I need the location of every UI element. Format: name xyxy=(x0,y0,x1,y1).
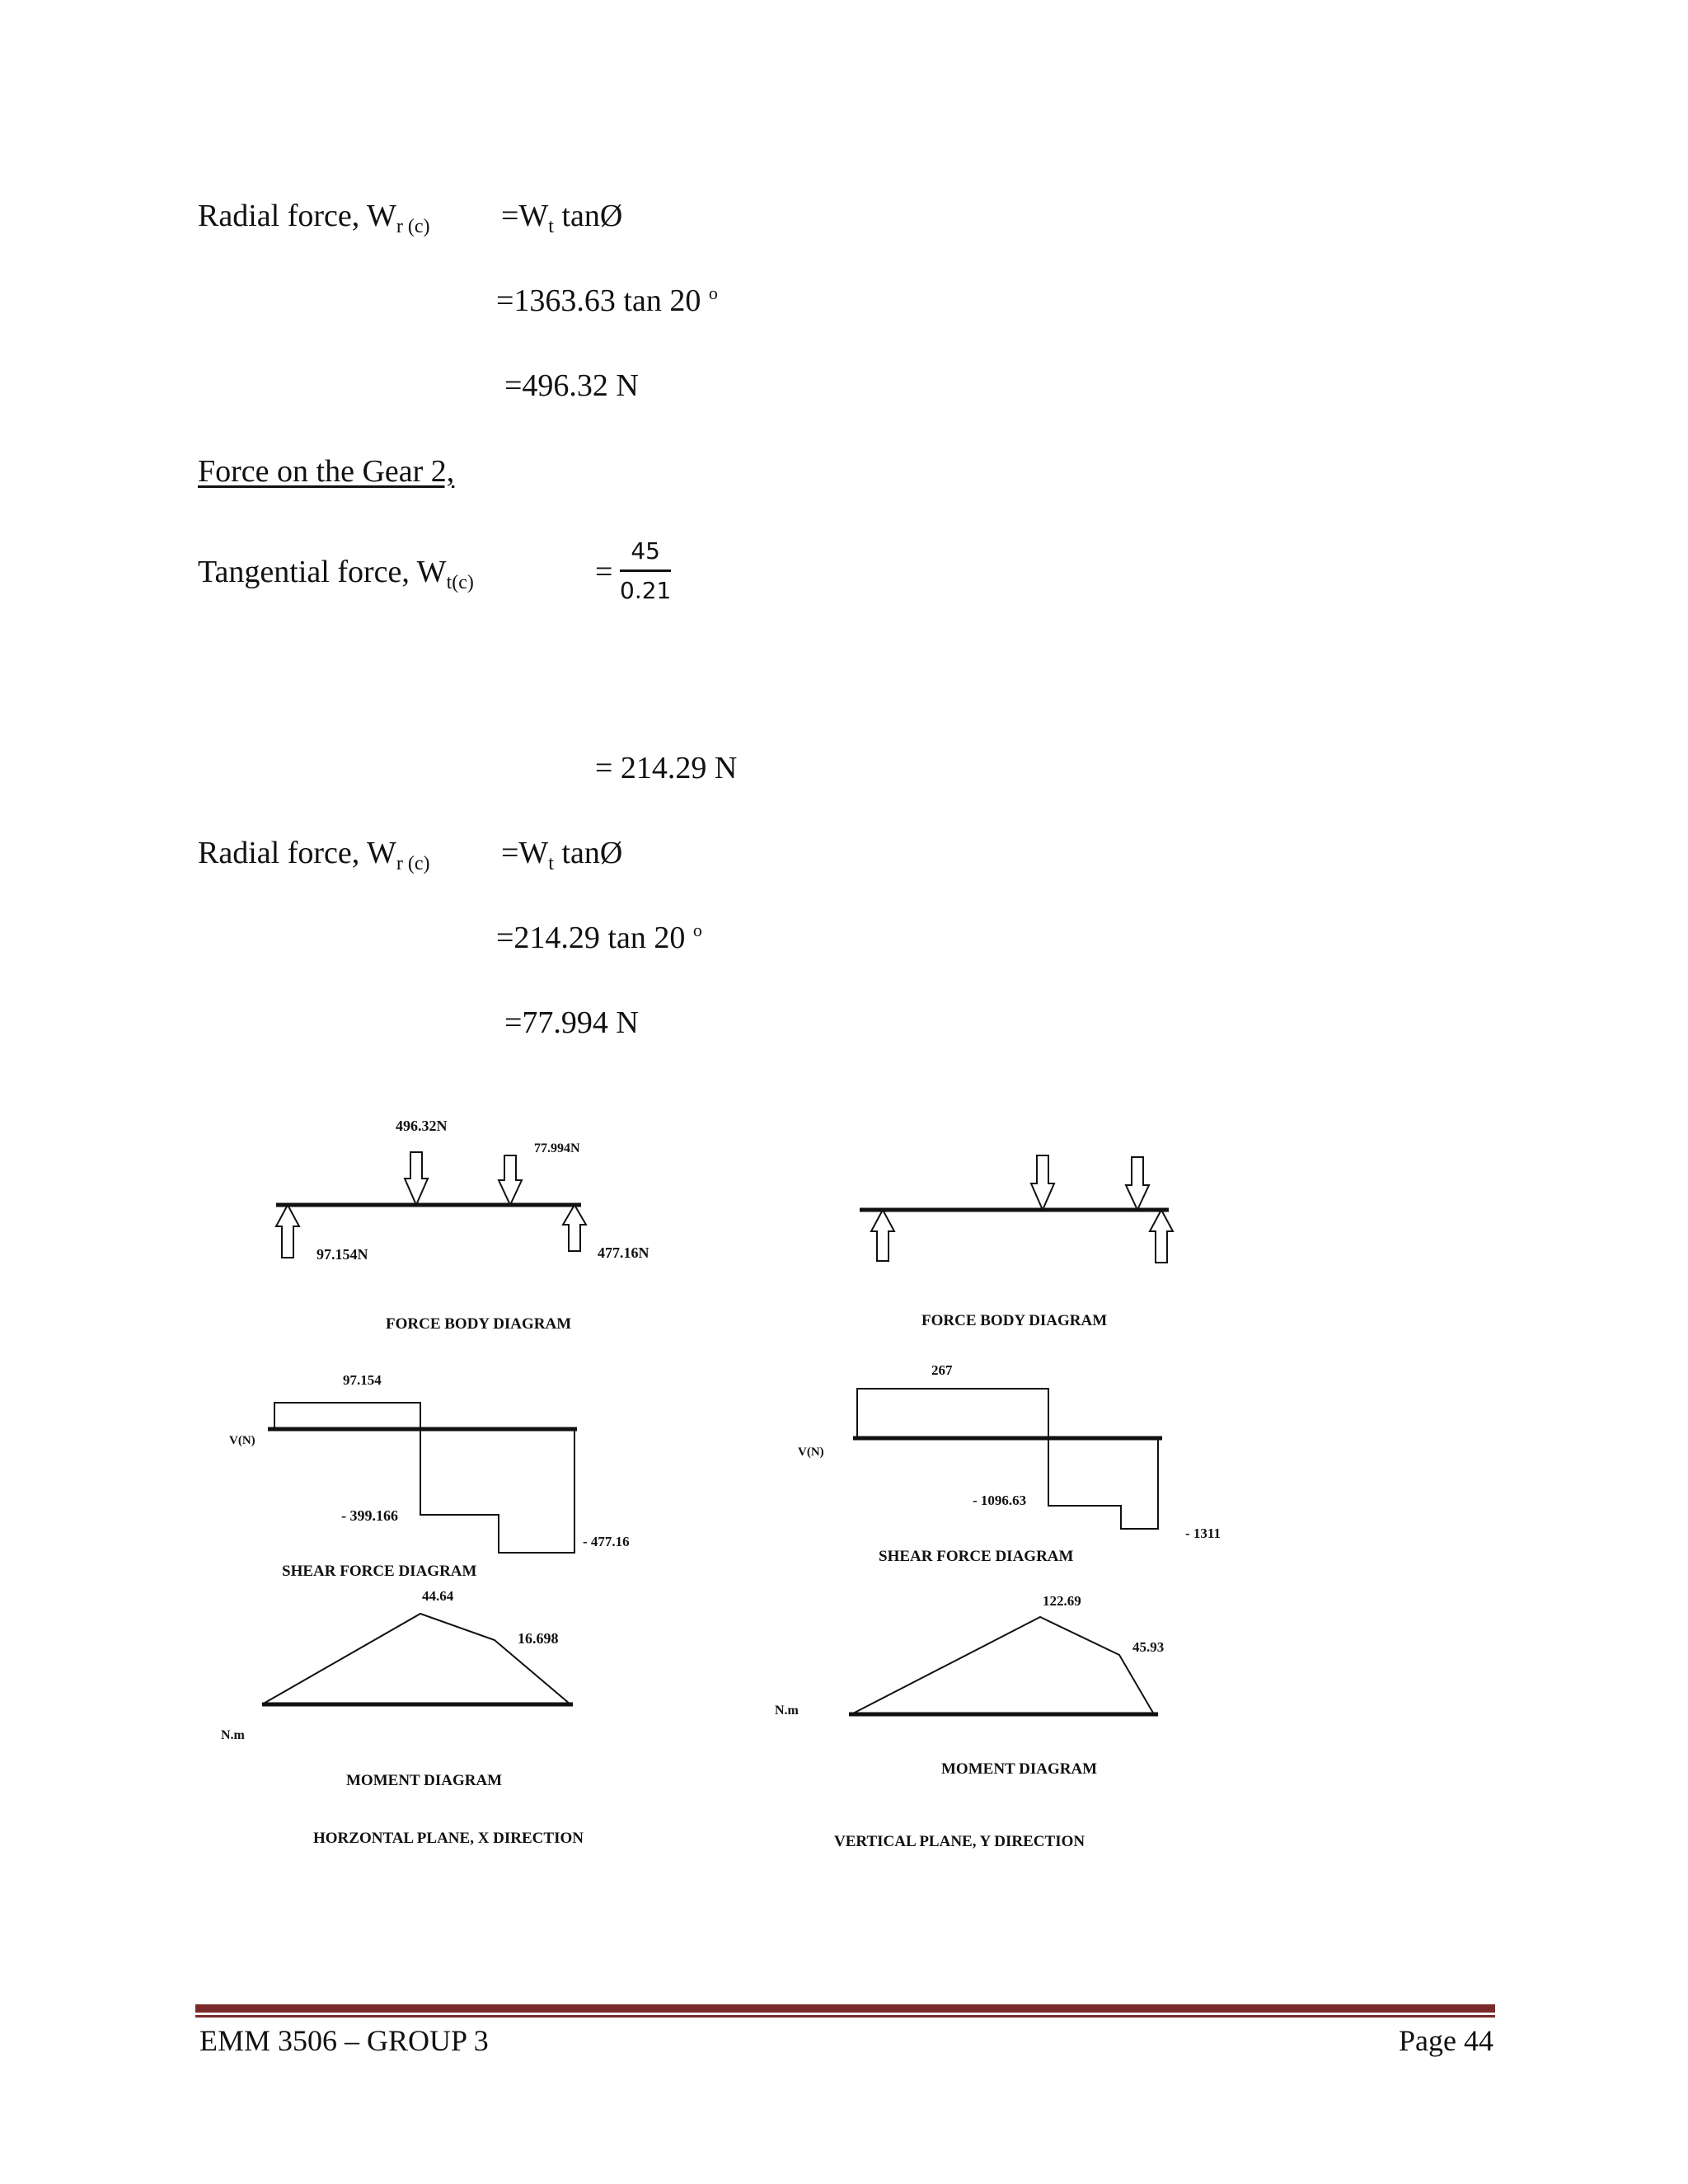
tangential-fraction xyxy=(620,537,671,604)
right-moment-max-label: 122.69 xyxy=(1043,1593,1081,1609)
left-fbd-title: FORCE BODY DIAGRAM xyxy=(386,1315,572,1333)
gear2-heading: Force on the Gear 2, xyxy=(198,454,455,489)
left-load-arrow-1 xyxy=(405,1152,428,1205)
left-load-arrow-2 xyxy=(499,1155,522,1205)
right-shear-negative-label-2: - 1311 xyxy=(1185,1526,1221,1541)
radial-force-equation-2: $=W_t$ tanØ xyxy=(501,836,623,874)
tangential-force-result: = 214.29 N xyxy=(595,751,738,785)
left-shear-positive-label: 97.154 xyxy=(343,1372,382,1388)
tangential-force-label: Tangential force, $W_{t(c)}$ xyxy=(198,555,474,593)
left-moment-max-label: 44.64 xyxy=(422,1588,454,1604)
left-shear-negative-label-2: - 477.16 xyxy=(583,1534,630,1549)
footer-page-number: Page 44 xyxy=(1399,2024,1493,2057)
radial-force-substitution-2: =214.29 tan 20 $^o$ xyxy=(496,920,702,955)
right-load-arrow-2 xyxy=(1126,1157,1149,1210)
radial-force-result-1: =496.32 N xyxy=(504,368,639,403)
left-shear-axis-label: V(N) xyxy=(229,1434,256,1447)
radial-force-label-1: Radial force, $W_{r (c)}$ xyxy=(198,199,430,237)
right-moment-axis-label: N.m xyxy=(775,1704,799,1718)
radial-force-substitution-1: =1363.63 tan 20 $^o$ xyxy=(496,283,718,318)
right-shear-negative-label-1: - 1096.63 xyxy=(973,1493,1027,1508)
left-load-label-1: 496.32N xyxy=(396,1118,448,1134)
left-reaction-label-2: 477.16N xyxy=(598,1244,649,1261)
left-moment-axis-label: N.m xyxy=(221,1728,245,1742)
left-shear-negative-label-1: - 399.166 xyxy=(341,1507,398,1524)
left-shear-curve xyxy=(274,1403,574,1553)
left-moment-title: MOMENT DIAGRAM xyxy=(346,1772,503,1789)
left-load-label-2: 77.994N xyxy=(534,1141,580,1155)
right-reaction-arrow-1 xyxy=(871,1210,894,1261)
radial-force-equation-1: $=W_t$ tanØ xyxy=(501,199,623,237)
left-moment-label-2: 16.698 xyxy=(518,1630,559,1647)
right-shear-title: SHEAR FORCE DIAGRAM xyxy=(879,1548,1074,1565)
fraction-numerator: 45 xyxy=(620,537,671,572)
beam-diagrams xyxy=(206,1104,1261,1863)
tangential-equals: = xyxy=(595,555,613,589)
footer-rule-thick xyxy=(195,2004,1495,2013)
left-shear-title: SHEAR FORCE DIAGRAM xyxy=(282,1563,477,1580)
right-fbd-title: FORCE BODY DIAGRAM xyxy=(921,1312,1108,1329)
left-moment-curve xyxy=(262,1614,570,1704)
right-moment-title: MOMENT DIAGRAM xyxy=(941,1760,1098,1778)
right-shear-axis-label: V(N) xyxy=(798,1446,824,1459)
left-reaction-label-1: 97.154N xyxy=(316,1246,368,1263)
right-load-arrow-1 xyxy=(1031,1155,1054,1210)
left-reaction-arrow-2 xyxy=(563,1205,586,1251)
right-moment-curve xyxy=(851,1617,1154,1714)
right-moment-label-2: 45.93 xyxy=(1132,1639,1165,1655)
right-reaction-arrow-2 xyxy=(1150,1210,1173,1263)
right-shear-positive-label: 267 xyxy=(931,1362,953,1378)
radial-force-label-2: Radial force, $W_{r (c)}$ xyxy=(198,836,430,874)
left-reaction-arrow-1 xyxy=(276,1205,299,1258)
footer-rule-thin xyxy=(195,2015,1495,2018)
radial-force-result-2: =77.994 N xyxy=(504,1005,639,1040)
right-plane-title: VERTICAL PLANE, Y DIRECTION xyxy=(834,1833,1085,1850)
left-plane-title: HORZONTAL PLANE, X DIRECTION xyxy=(313,1830,584,1847)
fraction-denominator: 0.21 xyxy=(620,577,672,604)
footer-course-label: EMM 3506 – GROUP 3 xyxy=(199,2024,489,2057)
